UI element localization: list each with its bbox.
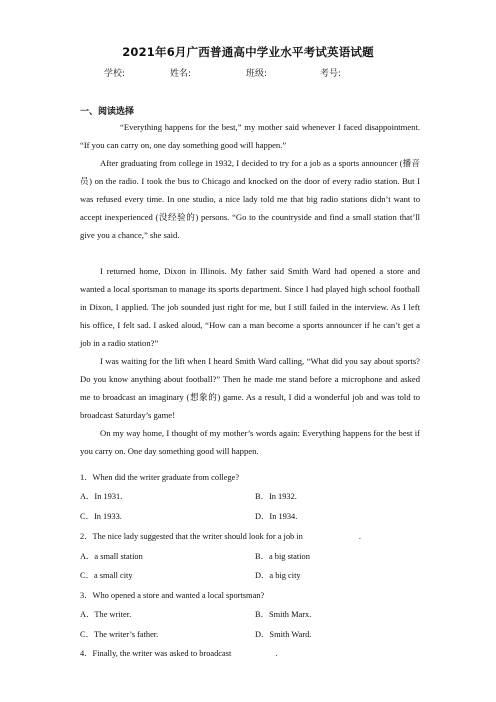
question-3-stem: 3．Who opened a store and wanted a local sportsman? <box>80 591 265 600</box>
passage-paragraph-1: “Everything happens for the best,” my mother said whenever I faced disappointment. “If you can carry on, one day something good will happen.” <box>80 122 420 150</box>
question-4-text: 4．Finally, the writer was asked to broadcast <box>80 649 232 658</box>
passage-paragraph-5: On my way home, I thought of my mother’s words again: Everything happens for the best if you carry on. One day something good will happen. <box>80 428 420 456</box>
section-heading: 一、阅读选择 <box>80 107 135 117</box>
name-label: 姓名: <box>170 69 192 79</box>
question-1-option-b[interactable]: B．In 1932. <box>255 492 297 501</box>
question-3-option-d[interactable]: D．Smith Ward. <box>255 630 312 639</box>
question-3-option-c[interactable]: C．The writer’s father. <box>80 630 159 639</box>
class-label: 班级: <box>246 69 268 79</box>
question-2-option-b[interactable]: B．a big station <box>255 552 310 561</box>
question-4-end: . <box>275 649 278 658</box>
question-2-text: 2．The nice lady suggested that the writer should look for a job in <box>80 532 303 541</box>
question-3-option-a[interactable]: A．The writer. <box>80 610 132 619</box>
passage-paragraph-3: I returned home, Dixon in Illinois. My father said Smith Ward had opened a store and wanted a local sportsman to manage its sports department. Since I had played high school football in Dixon, I applied. The job sounded just right for me, but I still failed in the interview. As I left his office, I felt sad. I asked aloud, “How can a man become a sports announcer if he can’t get a job in a radio station?” <box>80 266 420 348</box>
question-1-stem: 1．When did the writer graduate from college? <box>80 473 240 482</box>
passage-paragraph-2: After graduating from college in 1932, I decided to try for a job as a sports announcer (播音员) on the radio. I took the bus to Chicago and knocked on the door of every radio station. But I was refused every time. In one studio, a nice lady told me that big radio stations didn’t want to accept inexperienced (没经验的) persons. “Go to the countryside and find a small station that’ll give you a chance,” she said. <box>80 158 420 240</box>
question-2-end: . <box>358 532 361 541</box>
question-4-stem <box>80 647 277 659</box>
school-label: 学校: <box>104 69 126 79</box>
question-1-option-a[interactable]: A．In 1931. <box>80 492 123 501</box>
question-2-option-d[interactable]: D．a big city <box>255 571 301 580</box>
question-3-option-b[interactable]: B．Smith Marx. <box>255 610 312 619</box>
question-1-option-d[interactable]: D．In 1934. <box>255 512 298 521</box>
question-2-stem <box>80 530 361 542</box>
question-1-option-c[interactable]: C．In 1933. <box>80 512 122 521</box>
number-label: 考号: <box>320 69 342 79</box>
page-title: 2021年6月广西普通高中学业水平考试英语试题 <box>122 45 374 59</box>
question-2-option-c[interactable]: C．a small city <box>80 571 133 580</box>
question-2-option-a[interactable]: A．a small station <box>80 552 143 561</box>
passage-paragraph-4: I was waiting for the lift when I heard Smith Ward calling, “What did you say about sports? Do you know anything about football?” Then he made me stand before a microphone and asked me to broadcast an imaginary (想象的) game. As a result, I did a wonderful job and was told to broadcast Saturday’s game! <box>80 356 420 420</box>
